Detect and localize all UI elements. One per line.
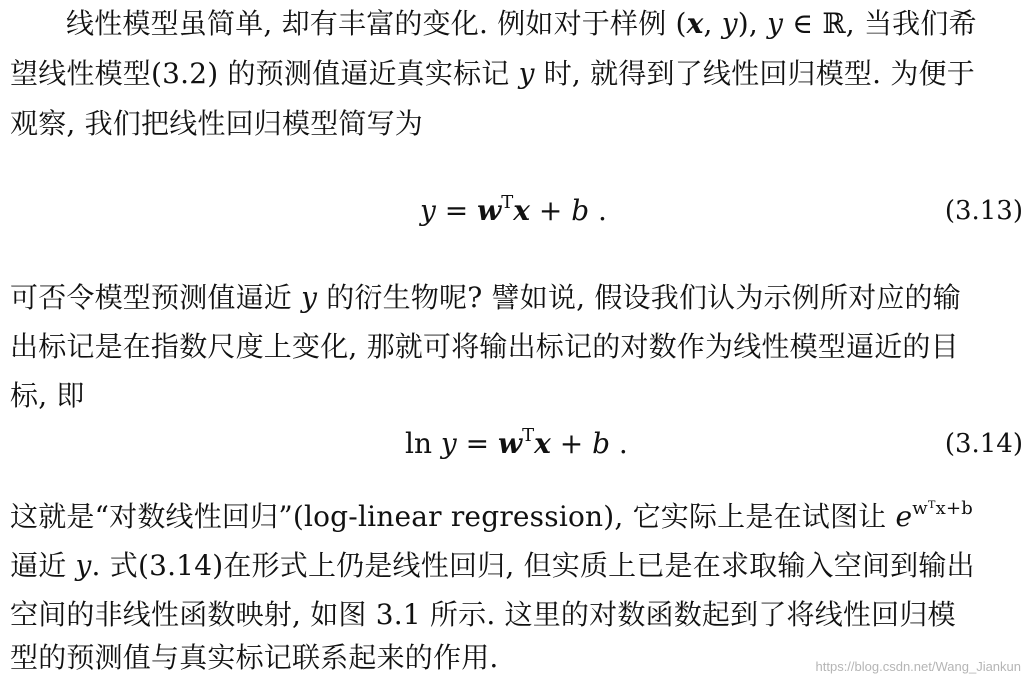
math-y: y: [518, 57, 535, 90]
paragraph-1-line-1: [66, 4, 977, 44]
equals-sign: =: [456, 427, 498, 460]
math-e: e: [895, 500, 913, 533]
plus-sign: +: [529, 194, 572, 227]
exponent-superscript: wᵀx+b: [912, 498, 974, 519]
math-y: y: [440, 427, 457, 460]
text-span: 的衍生物呢? 譬如说, 假设我们认为示例所对应的输: [317, 281, 961, 314]
text-span: 线性模型虽简单, 却有丰富的变化. 例如对于样例 (: [66, 7, 687, 40]
math-x-bold: x: [534, 427, 551, 460]
equals-sign: =: [435, 194, 478, 227]
paragraph-1-line-2: [10, 54, 975, 94]
math-b: b: [592, 427, 611, 460]
text-span: 逼近: [10, 549, 76, 582]
transpose-superscript: T: [501, 192, 514, 213]
paragraph-1-line-3: 观察, 我们把线性回归模型简写为: [10, 107, 424, 140]
math-x-bold: x: [513, 194, 530, 227]
text-span: ),: [737, 7, 768, 40]
paragraph-3-line-2: [10, 546, 975, 586]
paragraph-2-line-1: [10, 278, 961, 318]
paragraph-3-line-4: 型的预测值与真实标记联系起来的作用.: [10, 641, 499, 674]
equation-number-3-13: (3.13): [944, 196, 1023, 226]
math-y: y: [420, 194, 436, 227]
equation-3-13: [420, 191, 607, 231]
text-span: 望线性模型(3.2) 的预测值逼近真实标记: [10, 57, 519, 90]
text-span: ,: [703, 7, 722, 40]
math-y: y: [301, 281, 318, 314]
math-b: b: [571, 194, 590, 227]
math-y: y: [75, 549, 92, 582]
math-y: y: [721, 7, 738, 40]
paragraph-2-line-2: 出标记是在指数尺度上变化, 那就可将输出标记的对数作为线性模型逼近的目: [10, 330, 959, 363]
equation-3-14: [405, 424, 628, 464]
text-span: . 式(3.14)在形式上仍是线性回归, 但实质上已是在求取输入空间到输出: [91, 549, 975, 582]
equation-number-3-14: (3.14): [944, 429, 1023, 459]
paragraph-3-line-3: 空间的非线性函数映射, 如图 3.1 所示. 这里的对数函数起到了将线性回归模: [10, 598, 956, 631]
watermark-url: https://blog.csdn.net/Wang_Jiankun: [815, 659, 1021, 674]
paragraph-3-line-1: [10, 497, 973, 537]
period: .: [589, 194, 607, 227]
text-span: 时, 就得到了线性回归模型. 为便于: [534, 57, 975, 90]
text-span: 可否令模型预测值逼近: [10, 281, 302, 314]
text-span: ∈ ℝ, 当我们希: [783, 7, 977, 40]
math-w-bold: w: [497, 427, 523, 460]
ln-operator: ln: [405, 427, 441, 460]
text-span: 这就是“对数线性回归”(log-linear regression), 它实际上是在试图让: [10, 500, 896, 533]
math-w-bold: w: [477, 194, 502, 227]
paragraph-2-line-3: 标, 即: [10, 379, 85, 412]
period: .: [610, 427, 628, 460]
transpose-superscript: T: [522, 425, 535, 446]
math-y: y: [767, 7, 784, 40]
plus-sign: +: [550, 427, 593, 460]
math-x-bold: x: [686, 7, 704, 40]
